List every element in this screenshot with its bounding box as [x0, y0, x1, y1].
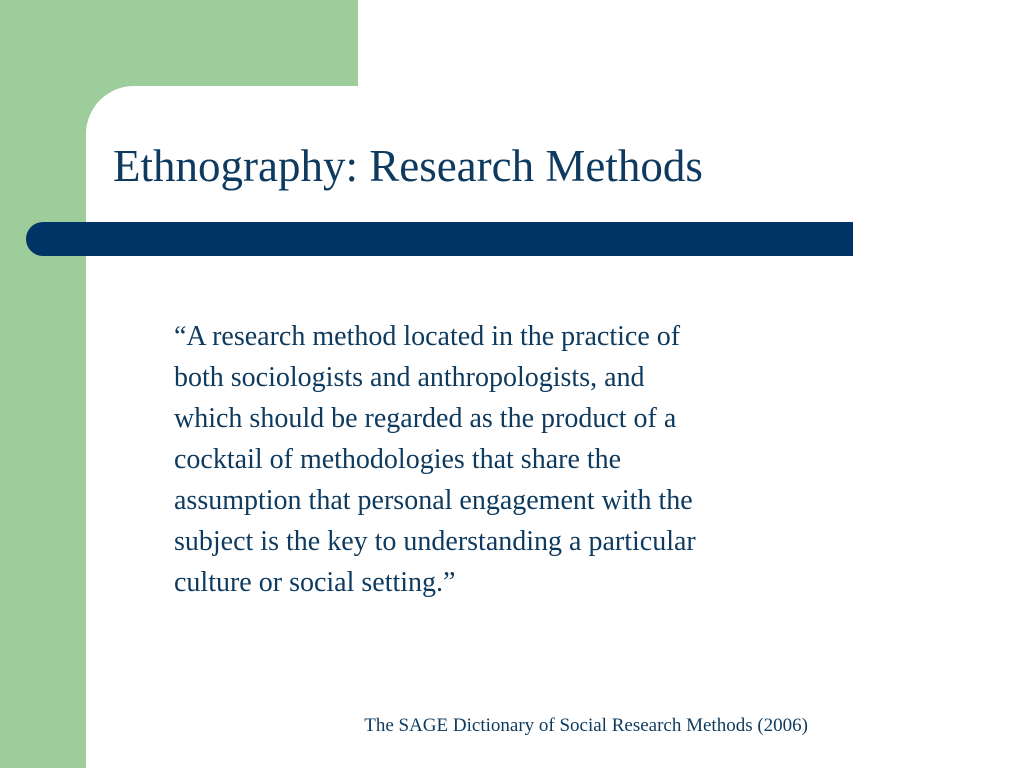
source-citation: The SAGE Dictionary of Social Research Methods (2006) [364, 715, 808, 736]
quote-line: “A research method located in the practice of [174, 321, 681, 352]
quote-line: subject is the key to understanding a particular [174, 526, 696, 557]
title-underline-bar [26, 222, 853, 256]
quote-line: which should be regarded as the product of a [174, 403, 677, 434]
quote-line: culture or social setting.” [174, 567, 456, 598]
quote-line: assumption that personal engagement with the [174, 485, 693, 516]
slide-title: Ethnography: Research Methods [113, 141, 703, 191]
quote-text [174, 316, 854, 603]
quote-line: both sociologists and anthropologists, and [174, 362, 645, 393]
quote-line: cocktail of methodologies that share the [174, 444, 622, 475]
